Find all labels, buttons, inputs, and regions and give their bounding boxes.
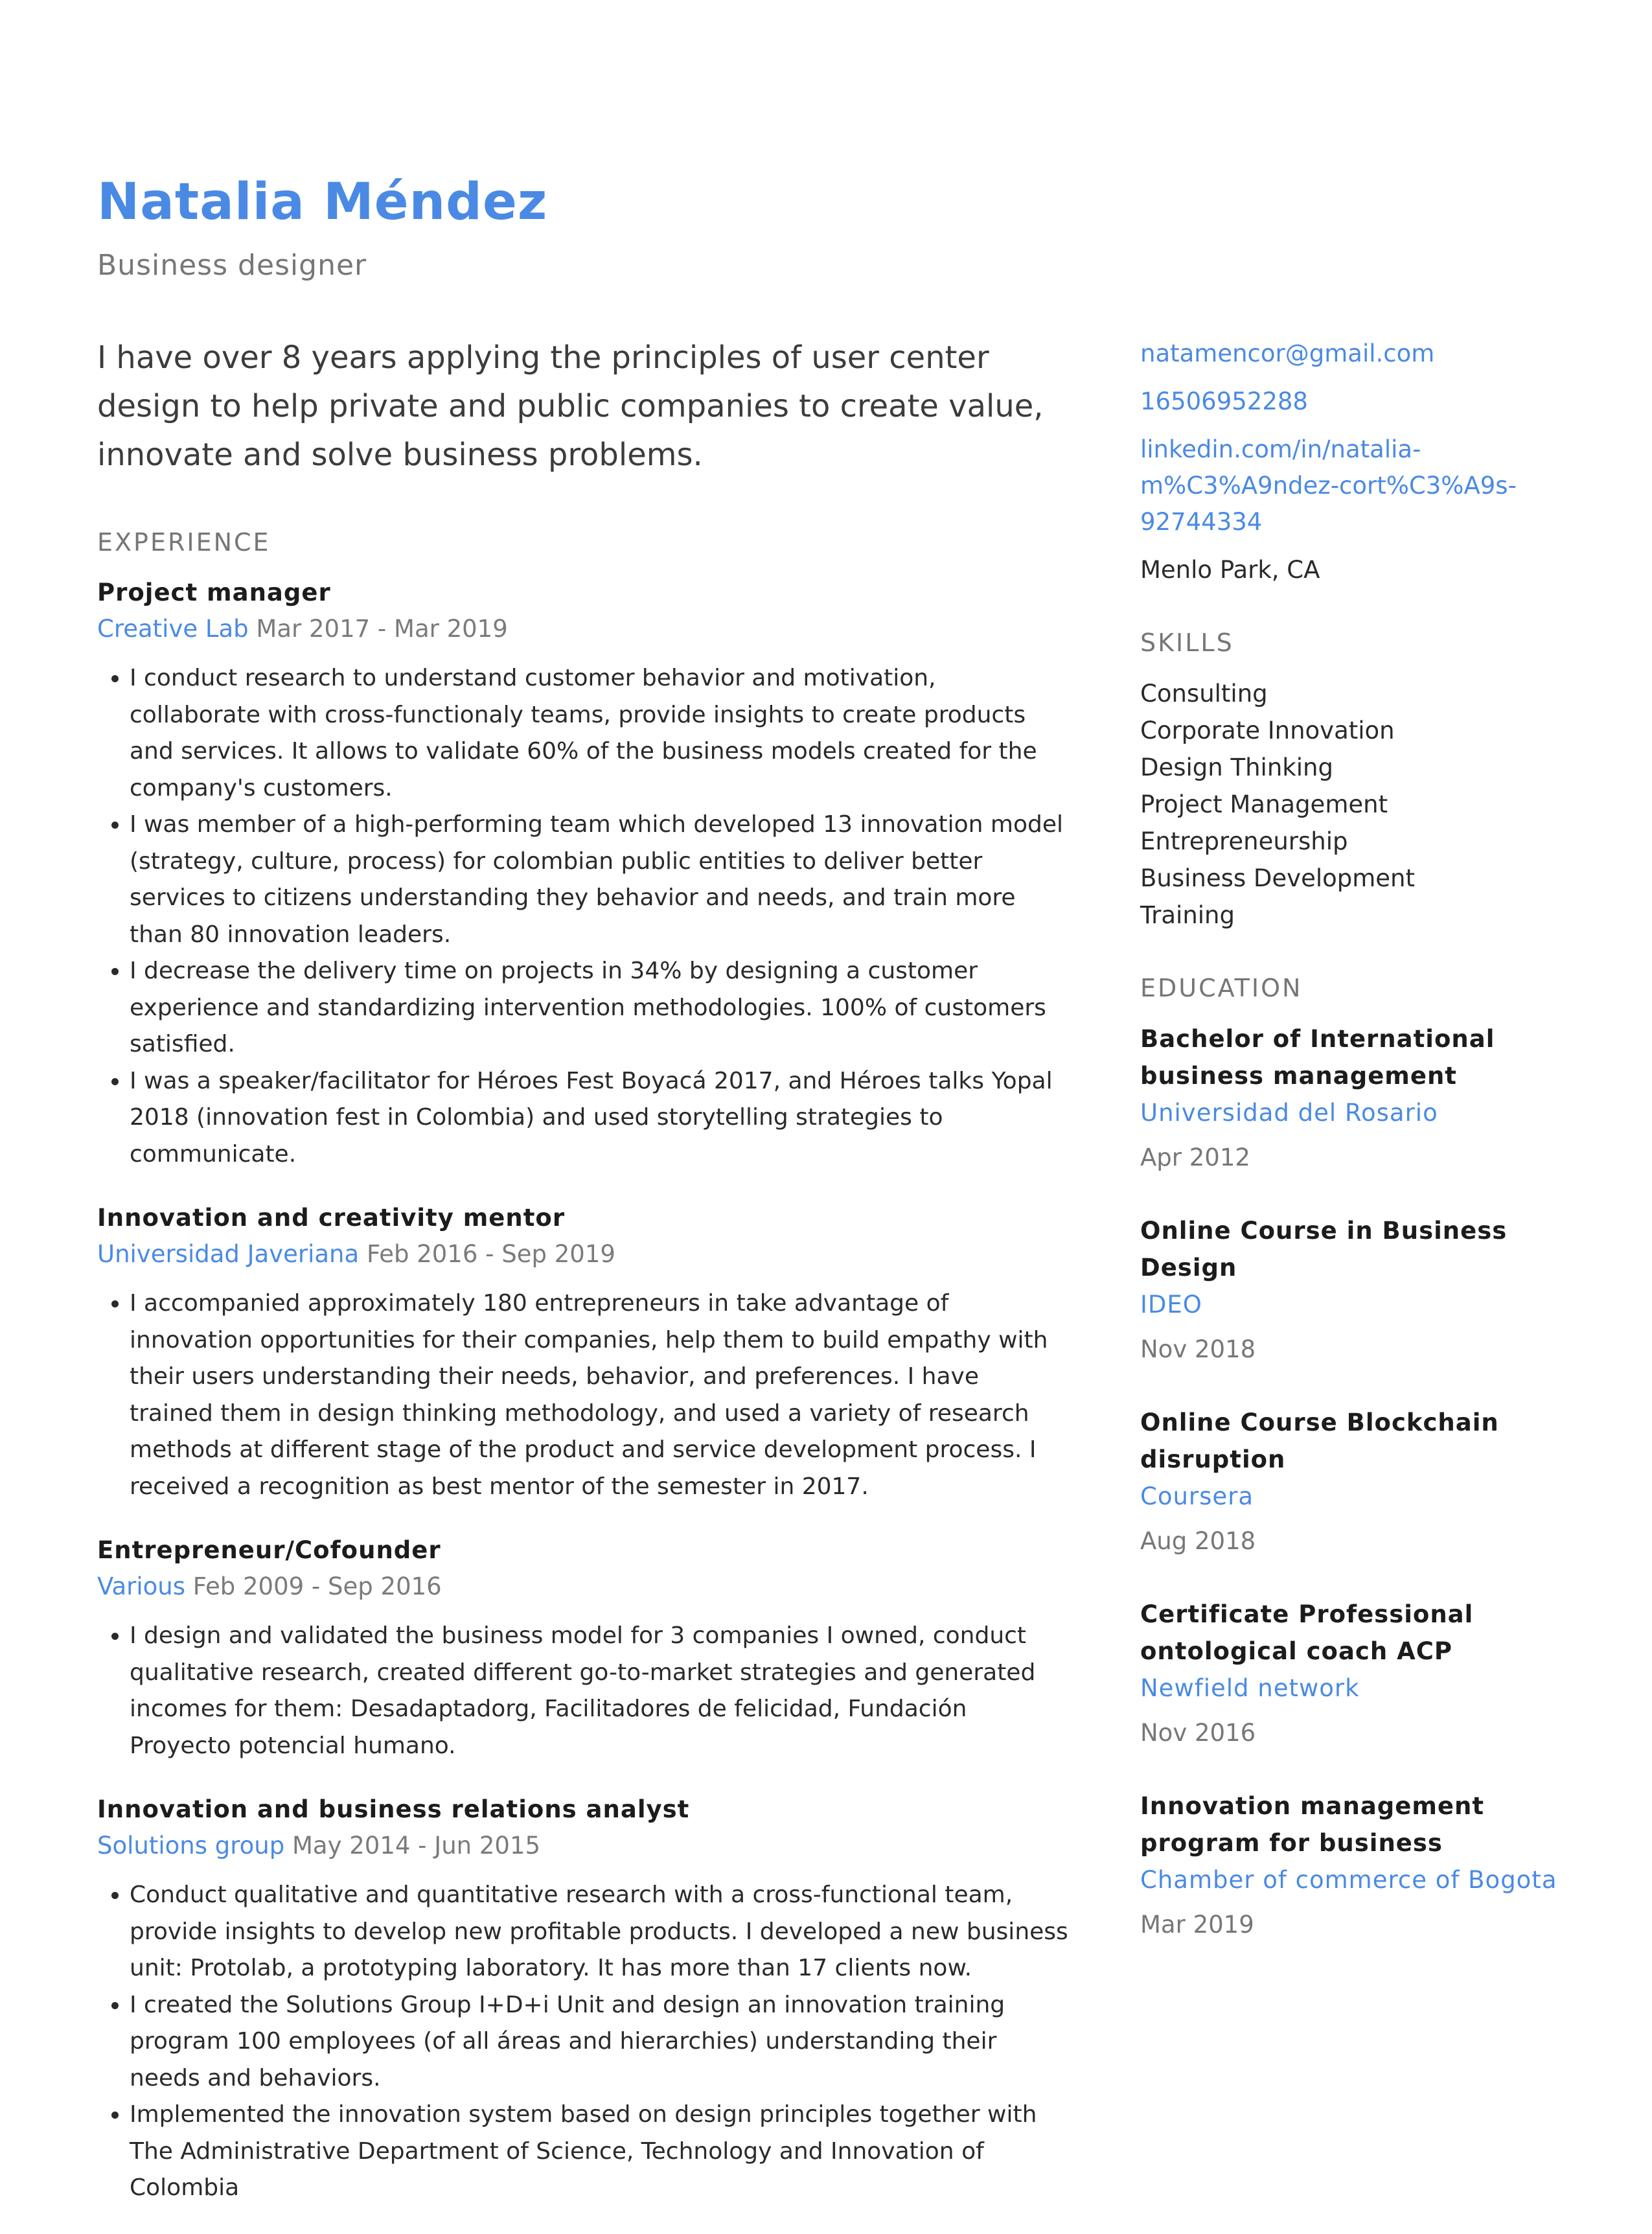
job-entry — [97, 1200, 1069, 1505]
linkedin-line: m%C3%A9ndez-cort%C3%A9s- — [1140, 472, 1517, 500]
job-company: Solutions group — [97, 1832, 285, 1860]
education-school: Universidad del Rosario — [1140, 1099, 1438, 1127]
candidate-name: Natalia Méndez — [97, 173, 548, 231]
job-meta — [97, 1828, 1069, 1864]
education-date: Nov 2018 — [1140, 1335, 1256, 1363]
job-bullet: • I decrease the delivery time on projects in 34% by designing a customer experience and standardizing intervention methodologies. 100% of customers satisfied. — [130, 953, 1069, 1063]
education-date: Nov 2016 — [1140, 1719, 1256, 1747]
job-bullet: • I was member of a high-performing team which developed 13 innovation model (strategy, culture, process) for colombian public entities to deliver better services to citizens understanding they behavior and needs, and train more than 80 innovation leaders. — [130, 807, 1069, 953]
job-meta — [97, 611, 1069, 647]
education-entry — [1140, 1788, 1568, 1943]
education-section — [1140, 974, 1568, 1943]
job-role: Innovation and creativity mentor — [97, 1204, 566, 1232]
education-entry — [1140, 1020, 1568, 1176]
job-dates: Feb 2009 - Sep 2016 — [192, 1572, 442, 1600]
job-company: Various — [97, 1572, 185, 1600]
skill-item: Corporate Innovation — [1140, 717, 1395, 744]
resume-header — [97, 175, 547, 282]
job-bullet: • Implemented the innovation system based on design principles together with The Administrative Department of Science, Technology and Innovation of Colombia — [130, 2097, 1069, 2207]
skill-item: Training — [1140, 901, 1235, 929]
education-entry — [1140, 1212, 1568, 1368]
job-bullets — [97, 1618, 1069, 1764]
skills-section — [1140, 628, 1568, 934]
skill-item: Entrepreneurship — [1140, 827, 1348, 855]
education-degree: Certificate Professional ontological coach ACP — [1140, 1600, 1474, 1665]
side-column — [1140, 336, 1568, 1979]
education-entry — [1140, 1404, 1568, 1560]
education-school: Coursera — [1140, 1482, 1254, 1510]
job-bullets — [97, 1877, 1069, 2207]
education-heading: EDUCATION — [1140, 974, 1303, 1002]
education-degree: Innovation management program for business — [1140, 1792, 1485, 1857]
linkedin-link[interactable] — [1140, 432, 1568, 540]
contact-block — [1140, 336, 1568, 588]
job-entry — [97, 575, 1069, 1173]
job-bullet: • I created the Solutions Group I+D+i Unit and design an innovation training program 100 employees (of all áreas and hierarchies) understanding their needs and behaviors. — [130, 1987, 1069, 2097]
main-column — [97, 334, 1069, 2234]
job-bullets — [97, 660, 1069, 1173]
job-role: Entrepreneur/Cofounder — [97, 1536, 441, 1564]
job-role: Project manager — [97, 579, 331, 606]
job-role: Innovation and business relations analyst — [97, 1795, 690, 1823]
job-dates: May 2014 - Jun 2015 — [292, 1832, 541, 1860]
skills-heading: SKILLS — [1140, 628, 1234, 657]
summary-text: I have over 8 years applying the principles of user center design to help private and public companies to create value, innovate and solve business problems. — [97, 340, 1044, 473]
skill-item: Consulting — [1140, 680, 1268, 708]
education-school: Chamber of commerce of Bogota — [1140, 1866, 1557, 1894]
job-meta — [97, 1569, 1069, 1605]
education-degree: Online Course Blockchain disruption — [1140, 1409, 1499, 1473]
job-dates: Feb 2016 - Sep 2019 — [366, 1240, 615, 1268]
job-bullet: • I conduct research to understand customer behavior and motivation, collaborate with cross-functionaly teams, provide insights to create products and services. It allows to validate 60% of the business models created for the company's customers. — [130, 660, 1069, 807]
education-date: Apr 2012 — [1140, 1144, 1250, 1171]
job-entry — [97, 1791, 1069, 2207]
education-school: IDEO — [1140, 1291, 1202, 1319]
job-company: Creative Lab — [97, 615, 249, 643]
linkedin-line: 92744334 — [1140, 508, 1263, 536]
education-degree: Online Course in Business Design — [1140, 1217, 1508, 1282]
job-bullet: • I design and validated the business model for 3 companies I owned, conduct qualitative research, created different go-to-market strategies and generated incomes for them: Desadaptadorg, Facilitadores de felicidad, Fundación Proyecto potencial humano. — [130, 1618, 1069, 1764]
education-date: Mar 2019 — [1140, 1911, 1254, 1939]
job-bullets — [97, 1285, 1069, 1505]
education-date: Aug 2018 — [1140, 1527, 1256, 1555]
education-entry — [1140, 1596, 1568, 1751]
experience-heading: EXPERIENCE — [97, 528, 271, 557]
phone-link[interactable]: 16506952288 — [1140, 387, 1308, 415]
job-bullet: • I was a speaker/facilitator for Héroes Fest Boyacá 2017, and Héroes talks Yopal 2018 (innovation fest in Colombia) and used storytelling strategies to communicate. — [130, 1063, 1069, 1173]
job-dates: Mar 2017 - Mar 2019 — [256, 615, 508, 643]
candidate-title: Business designer — [97, 248, 367, 282]
education-school: Newfield network — [1140, 1674, 1360, 1702]
location-text: Menlo Park, CA — [1140, 556, 1320, 584]
linkedin-line: linkedin.com/in/natalia- — [1140, 435, 1421, 463]
job-entry — [97, 1532, 1069, 1764]
email-link[interactable]: natamencor@gmail.com — [1140, 340, 1435, 367]
skill-item: Design Thinking — [1140, 754, 1333, 781]
job-meta — [97, 1236, 1069, 1272]
skill-item: Business Development — [1140, 864, 1416, 892]
education-degree: Bachelor of International business management — [1140, 1025, 1495, 1090]
job-company: Universidad Javeriana — [97, 1240, 360, 1268]
job-bullet: • I accompanied approximately 180 entrepreneurs in take advantage of innovation opportunities for their companies, help them to build empathy with their users understanding their needs, behavior, and preferences. I have trained them in design thinking methodology, and used a variety of research methods at different stage of the product and service development process. I received a recognition as best mentor of the semester in 2017. — [130, 1285, 1069, 1505]
skill-item: Project Management — [1140, 790, 1388, 818]
job-bullet: • Conduct qualitative and quantitative research with a cross-functional team, provide insights to develop new profitable products. I developed a new business unit: Protolab, a prototyping laboratory. It has more than 17 clients now. — [130, 1877, 1069, 1987]
